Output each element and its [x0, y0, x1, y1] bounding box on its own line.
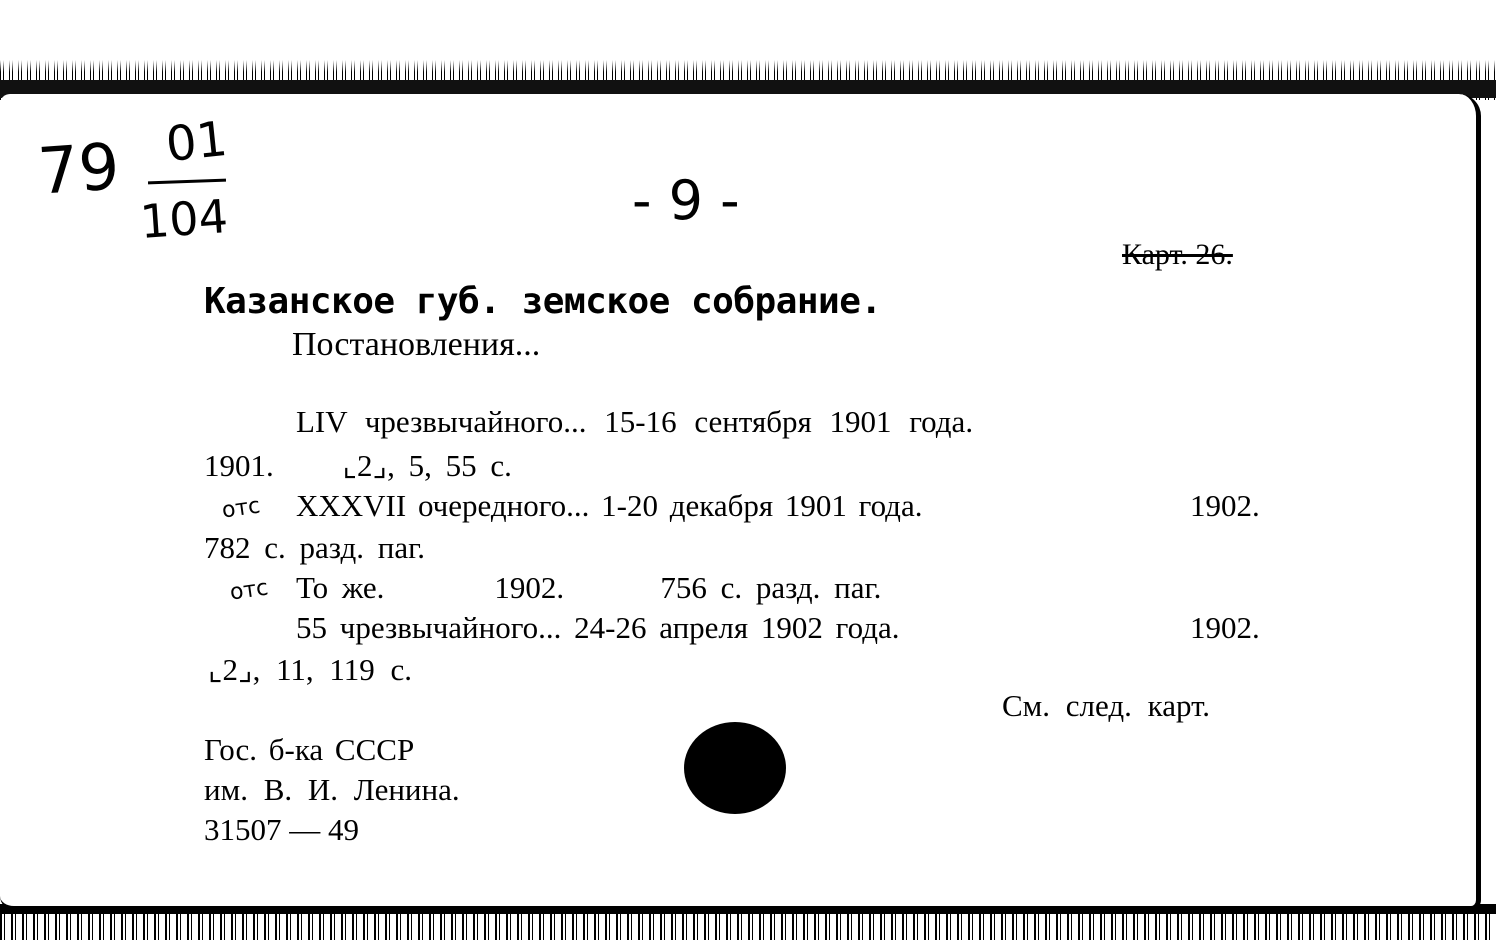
entry-3-mark: отс: [228, 575, 270, 606]
entry-2-line-1: XXXVII очередного... 1-20 декабря 1901 года.: [296, 488, 923, 523]
entry-1-line-1: LIV чрезвычайного... 15-16 сентября 1901 года.: [296, 404, 974, 439]
shelfmark-number: 79: [35, 130, 122, 210]
card-number: - 9 -: [632, 169, 740, 232]
entry-4-year: 1902.: [1190, 610, 1260, 645]
subheading: Постановления...: [292, 326, 541, 363]
heading: Казанское губ. земское собрание.: [204, 281, 882, 322]
shelfmark-denominator: 104: [138, 189, 230, 249]
entry-2-mark: отс: [220, 493, 262, 524]
card-punch-hole: [684, 722, 786, 814]
entry-2-year: 1902.: [1190, 488, 1260, 523]
library-line-2: им. В. И. Ленина.: [204, 772, 460, 807]
see-next-card: См. след. карт.: [1002, 688, 1211, 723]
entry-2-line-2: 782 с. разд. паг.: [204, 530, 426, 565]
entry-1-line-2: 1901. ⌞2⌟, 5, 55 с.: [204, 448, 512, 483]
library-line-3: 31507 — 49: [204, 812, 359, 847]
card-reference-crossed: Карт. 26.: [1122, 238, 1233, 271]
library-line-1: Гос. б-ка СССР: [204, 732, 415, 767]
entry-4-line-2: ⌞2⌟, 11, 119 с.: [208, 652, 413, 687]
entry-4-line-1: 55 чрезвычайного... 24-26 апреля 1902 года.: [296, 610, 900, 645]
entry-3-line-1: То же. 1902. 756 с. разд. паг.: [296, 570, 882, 605]
shelfmark-numerator: 01: [163, 110, 230, 174]
